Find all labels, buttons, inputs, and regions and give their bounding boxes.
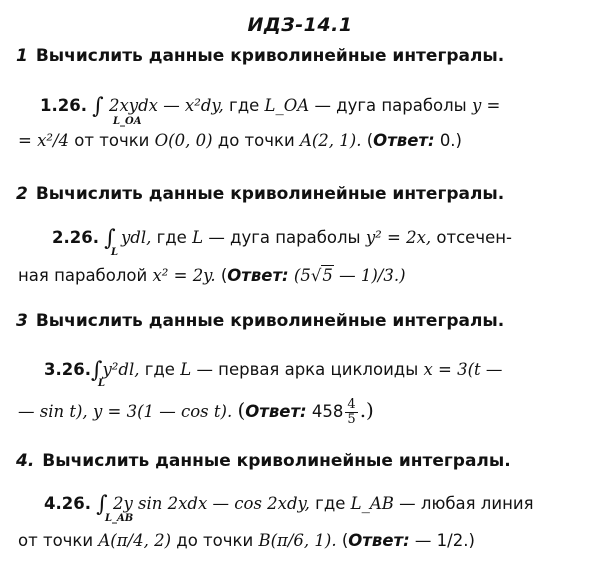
problem-4-line-2: от точки A(π/4, 2) до точки B(π/6, 1). (Ответ: — 1/2.) [18,531,475,550]
answer [294,265,406,285]
equation: — sin t), [18,402,88,421]
integrand: 2xydx — x²dy, [108,96,224,115]
text: где [144,360,175,379]
equation: x = 3(t — [423,360,503,379]
answer-fraction [345,398,357,427]
equation: y = [471,96,501,115]
answer-label: Ответ: [227,266,289,285]
text: до точки [176,531,254,550]
text: от точки [74,131,150,150]
section-heading-3 [16,311,504,331]
curve-name: L_AB [350,494,394,513]
section-heading-text: Вычислить данные криволинейные интегралы. [42,451,511,471]
problem-number: 1.26. [40,96,87,115]
curve-name: L [180,360,192,379]
point: B(π/6, 1). [258,531,337,550]
problem-1-line-1 [40,92,500,117]
text: до точки [217,131,295,150]
integral-sign: ∫ [104,226,116,251]
text: — дуга параболы [314,96,467,115]
integral-subscript: L [111,247,119,258]
point: A(2, 1). [299,131,362,150]
problem-2-line-1 [52,224,512,249]
integral-sign: ∫ [92,94,104,119]
equation: x² = 2y. [152,266,216,285]
sqrt: √5 [310,266,333,285]
section-number: 1 [16,46,28,66]
curve-name: L [192,228,204,247]
page-title: ИДЗ-14.1 [247,14,353,36]
problem-number: 3.26. [44,360,91,379]
answer: — 1/2.) [414,531,475,550]
answer-label: Ответ: [373,131,435,150]
integral-subscript: L_OA [113,116,142,127]
answer-part: (5 [293,266,311,285]
integrand: 2y sin 2xdx — cos 2xdy, [112,494,310,513]
integral-subscript: L_AB [105,513,134,524]
problem-4-line-1 [44,490,534,515]
equation: = x²/4 [18,131,70,150]
problem-3-line-1 [44,356,502,381]
integrand: y²dl, [102,360,140,379]
text: — дуга параболы [208,228,361,247]
problem-2-line-2: ная параболой x² = 2y. (Ответ: (5√5 — 1)/3.) [18,266,406,285]
point: O(0, 0) [154,131,213,150]
text: отсечен- [436,228,512,247]
problem-1-line-2: = x²/4 от точки O(0, 0) до точки A(2, 1). (Ответ: 0.) [18,131,462,150]
text: где [156,228,187,247]
answer-label: Ответ: [348,531,410,550]
text: — первая арка циклоиды [196,360,419,379]
curve-name: L_OA [264,96,310,115]
section-heading-text: Вычислить данные криволинейные интегралы. [35,311,505,331]
integral-subscript: L [98,378,106,389]
integral-sign: ∫ [90,358,103,383]
section-number: 2 [16,184,28,204]
fraction-denominator: 5 [347,412,356,427]
section-heading-4 [16,451,511,471]
text: — любая линия [399,494,534,513]
text: от точки [18,531,94,550]
sqrt-radicand: 5 [322,266,333,285]
section-heading-text: Вычислить данные криволинейные интегралы. [35,184,505,204]
fraction-numerator: 4 [347,397,356,412]
section-number: 3 [16,311,28,331]
section-number: 4. [16,451,35,471]
answer-label: Ответ: [245,402,307,421]
section-heading-1 [16,46,504,66]
section-heading-2 [16,184,504,204]
answer: 0.) [439,131,462,150]
answer-end: .) [359,398,374,422]
answer-integer: 458 [311,402,344,421]
text: ная параболой [18,266,148,285]
problem-number: 4.26. [44,494,91,513]
equation: y = 3(1 — cos t). [92,402,233,421]
problem-number: 2.26. [52,228,99,247]
integrand: ydl, [120,228,152,247]
integral-sign: ∫ [96,492,108,517]
problem-3-line-2: — sin t), y = 3(1 — cos t). (Ответ: 458 $\frac{4}{5}$ .) [18,397,374,427]
text: где [315,494,346,513]
section-heading-text: Вычислить данные криволинейные интегралы. [35,46,505,66]
answer-part: — 1)/3.) [339,266,406,285]
text: где [229,96,260,115]
point: A(π/4, 2) [98,531,172,550]
equation: y² = 2x, [365,228,432,247]
